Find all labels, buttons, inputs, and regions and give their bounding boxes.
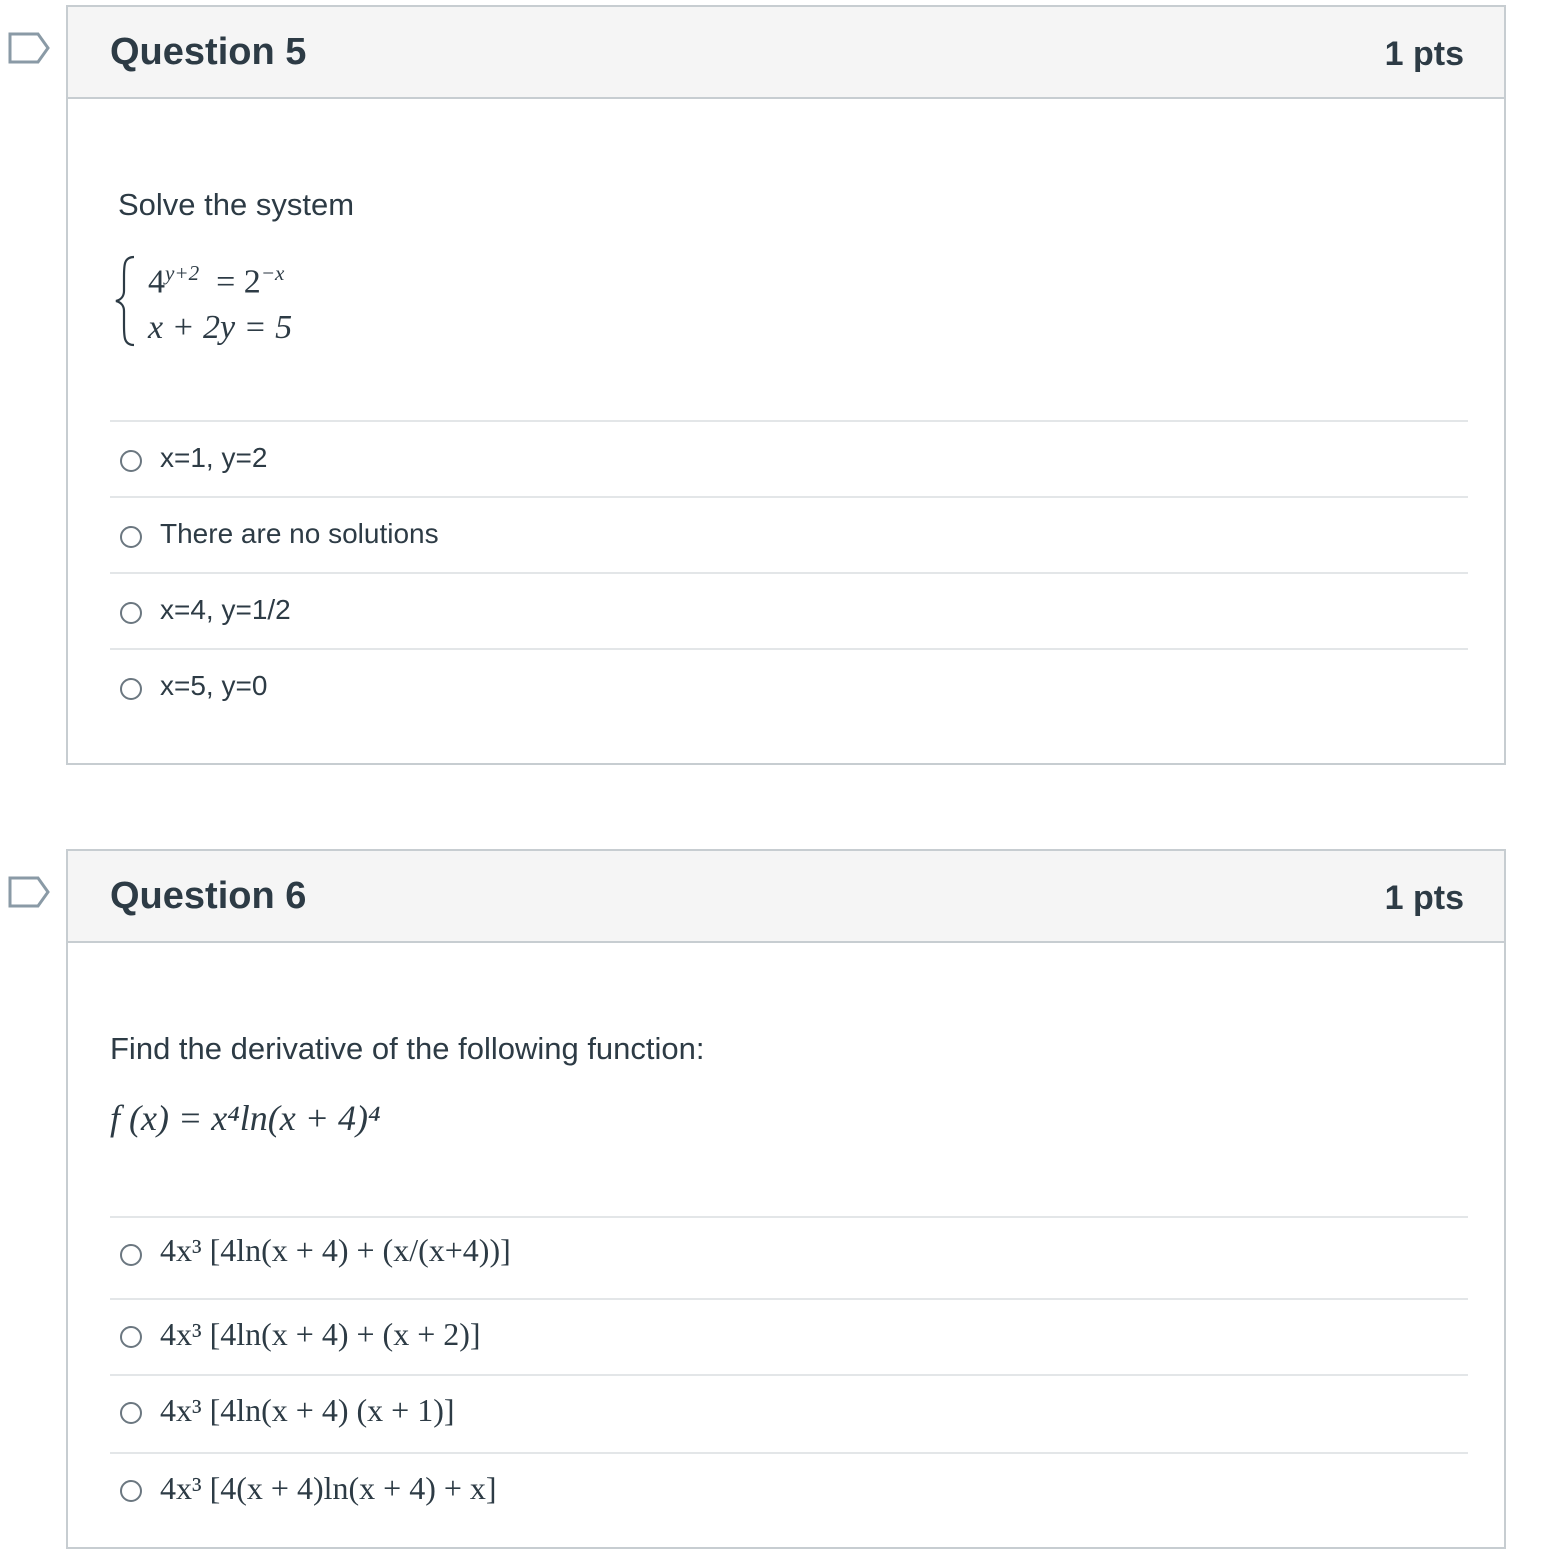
question-header: [68, 851, 1504, 943]
answer-option[interactable]: [110, 496, 1468, 572]
radio-button[interactable]: [120, 1402, 142, 1424]
answer-list: [110, 420, 1468, 724]
answer-label: There are no solutions: [160, 518, 439, 549]
radio-button[interactable]: [120, 1480, 142, 1502]
question-prompt: Solve the system: [118, 187, 355, 222]
answer-option[interactable]: [110, 1452, 1468, 1528]
question-card-6: [66, 849, 1506, 1549]
function-definition: f (x) = x⁴ln(x + 4)⁴: [110, 1098, 381, 1138]
answer-option[interactable]: [110, 420, 1468, 496]
question-prompt: Find the derivative of the following function:: [110, 1031, 705, 1066]
radio-button[interactable]: [120, 450, 142, 472]
answer-option[interactable]: [110, 1298, 1468, 1374]
question-header: [68, 7, 1504, 99]
answer-label: x=5, y=0: [160, 670, 268, 701]
radio-button[interactable]: [120, 526, 142, 548]
answer-list: [110, 1216, 1468, 1528]
answer-option[interactable]: [110, 572, 1468, 648]
question-title: Question 6: [110, 875, 307, 917]
radio-button[interactable]: [120, 602, 142, 624]
answer-label: x=4, y=1/2: [160, 594, 291, 625]
answer-option[interactable]: [110, 1374, 1468, 1452]
flag-question-icon[interactable]: [8, 32, 50, 64]
equation-line-2: x + 2y = 5: [148, 309, 293, 346]
equation-line-1: $4^{y+2} = 2^{-x}$: [148, 261, 285, 301]
answer-label: 4x³ [4(x + 4)ln(x + 4) + x]: [160, 1470, 497, 1506]
radio-button[interactable]: [120, 1244, 142, 1266]
flag-question-icon[interactable]: [8, 876, 50, 908]
answer-option[interactable]: [110, 648, 1468, 724]
answer-label: x=1, y=2: [160, 442, 268, 473]
answer-label: 4x³ [4ln(x + 4) (x + 1)]: [160, 1392, 455, 1428]
answer-label: 4x³ [4ln(x + 4) + (x/(x+4))]: [160, 1232, 511, 1268]
question-points: 1 pts: [1384, 35, 1464, 73]
left-brace: [114, 253, 138, 349]
answer-label: 4x³ [4ln(x + 4) + (x + 2)]: [160, 1316, 481, 1352]
question-title: Question 5: [110, 31, 307, 73]
radio-button[interactable]: [120, 678, 142, 700]
question-card-5: [66, 5, 1506, 765]
answer-option[interactable]: [110, 1216, 1468, 1298]
radio-button[interactable]: [120, 1326, 142, 1348]
question-points: 1 pts: [1384, 879, 1464, 917]
